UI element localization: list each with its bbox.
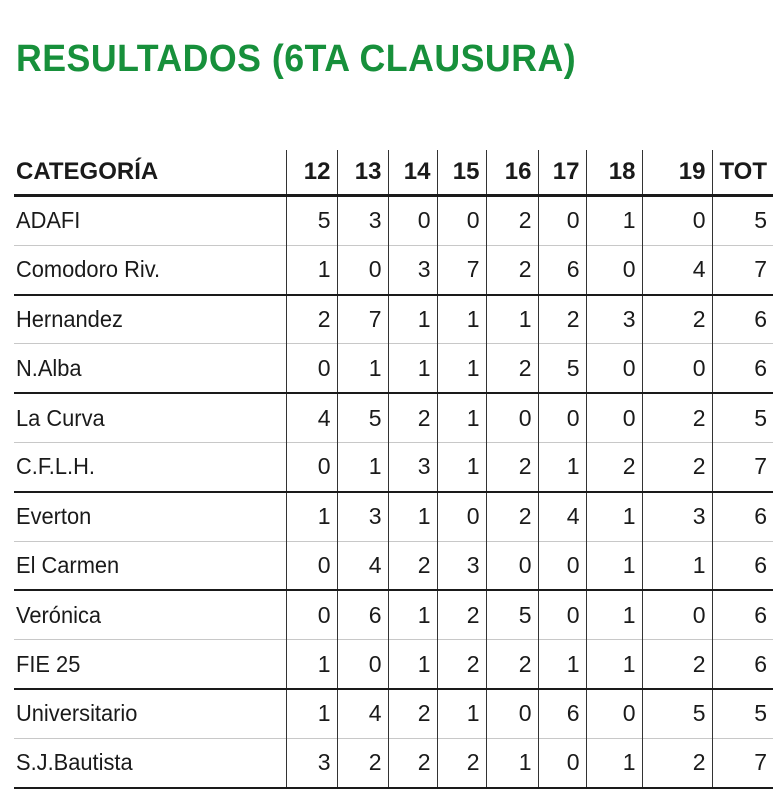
table-row — [14, 442, 773, 491]
score-cell-round-16: 2 — [486, 640, 538, 689]
table-row — [14, 590, 773, 639]
score-cell-round-14: 1 — [388, 344, 437, 393]
team-name-cell — [14, 442, 286, 491]
team-name: Universitario — [16, 700, 138, 727]
total-cell: 7 — [712, 442, 773, 491]
total-cell: 5 — [712, 196, 773, 246]
score-cell-round-15: 2 — [437, 738, 486, 787]
score-cell-round-12: 1 — [286, 640, 337, 689]
score-cell-round-16: 0 — [486, 393, 538, 442]
score-cell-round-13: 3 — [337, 492, 388, 541]
team-name: Comodoro Riv. — [16, 256, 161, 283]
score-cell-round-19: 4 — [642, 245, 712, 294]
score-cell-round-17: 2 — [538, 295, 586, 344]
score-cell-round-16: 2 — [486, 344, 538, 393]
score-cell-round-17: 1 — [538, 442, 586, 491]
header-round-17: 17 — [538, 150, 586, 196]
team-name-cell — [14, 492, 286, 541]
score-cell-round-12: 4 — [286, 393, 337, 442]
score-cell-round-19: 1 — [642, 541, 712, 590]
table-row — [14, 393, 773, 442]
score-cell-round-14: 2 — [388, 541, 437, 590]
team-name: C.F.L.H. — [16, 453, 95, 480]
score-cell-round-16: 1 — [486, 295, 538, 344]
score-cell-round-18: 0 — [586, 689, 642, 738]
score-cell-round-14: 0 — [388, 196, 437, 246]
results-table — [14, 150, 773, 789]
score-cell-round-15: 0 — [437, 492, 486, 541]
score-cell-round-17: 6 — [538, 689, 586, 738]
total-cell: 5 — [712, 689, 773, 738]
table-row — [14, 295, 773, 344]
total-cell: 7 — [712, 245, 773, 294]
team-name: Hernandez — [16, 305, 123, 332]
score-cell-round-12: 3 — [286, 738, 337, 787]
score-cell-round-12: 1 — [286, 689, 337, 738]
score-cell-round-12: 0 — [286, 590, 337, 639]
score-cell-round-13: 1 — [337, 442, 388, 491]
score-cell-round-19: 3 — [642, 492, 712, 541]
score-cell-round-13: 0 — [337, 640, 388, 689]
team-name-cell — [14, 393, 286, 442]
score-cell-round-13: 2 — [337, 738, 388, 787]
table-row — [14, 196, 773, 246]
team-name-cell — [14, 738, 286, 787]
score-cell-round-17: 0 — [538, 393, 586, 442]
score-cell-round-12: 1 — [286, 245, 337, 294]
score-cell-round-16: 0 — [486, 689, 538, 738]
team-name-cell — [14, 689, 286, 738]
total-cell: 6 — [712, 344, 773, 393]
score-cell-round-16: 5 — [486, 590, 538, 639]
score-cell-round-17: 1 — [538, 640, 586, 689]
score-cell-round-12: 0 — [286, 344, 337, 393]
score-cell-round-14: 1 — [388, 640, 437, 689]
score-cell-round-13: 6 — [337, 590, 388, 639]
score-cell-round-13: 7 — [337, 295, 388, 344]
score-cell-round-19: 0 — [642, 344, 712, 393]
team-name-cell — [14, 196, 286, 246]
header-row — [14, 150, 773, 196]
total-cell: 5 — [712, 393, 773, 442]
score-cell-round-19: 2 — [642, 640, 712, 689]
score-cell-round-15: 1 — [437, 393, 486, 442]
team-name: ADAFI — [16, 207, 81, 234]
team-name-cell — [14, 590, 286, 639]
score-cell-round-18: 1 — [586, 196, 642, 246]
score-cell-round-16: 2 — [486, 245, 538, 294]
score-cell-round-17: 4 — [538, 492, 586, 541]
score-cell-round-16: 2 — [486, 196, 538, 246]
score-cell-round-13: 4 — [337, 689, 388, 738]
team-name: S.J.Bautista — [16, 749, 133, 776]
score-cell-round-19: 0 — [642, 590, 712, 639]
score-cell-round-13: 1 — [337, 344, 388, 393]
score-cell-round-18: 1 — [586, 492, 642, 541]
score-cell-round-15: 3 — [437, 541, 486, 590]
total-cell: 6 — [712, 492, 773, 541]
score-cell-round-14: 3 — [388, 245, 437, 294]
score-cell-round-12: 5 — [286, 196, 337, 246]
score-cell-round-14: 2 — [388, 689, 437, 738]
header-round-15: 15 — [437, 150, 486, 196]
score-cell-round-18: 1 — [586, 541, 642, 590]
score-cell-round-19: 0 — [642, 196, 712, 246]
table-row — [14, 689, 773, 738]
team-name: Verónica — [16, 601, 102, 628]
header-round-16: 16 — [486, 150, 538, 196]
table-row — [14, 245, 773, 294]
header-categoria: CATEGORÍA — [14, 150, 286, 196]
total-cell: 6 — [712, 295, 773, 344]
score-cell-round-14: 2 — [388, 738, 437, 787]
score-cell-round-17: 0 — [538, 541, 586, 590]
table-row — [14, 492, 773, 541]
table-row — [14, 738, 773, 787]
team-name: Everton — [16, 503, 92, 530]
team-name: N.Alba — [16, 354, 82, 381]
score-cell-round-13: 5 — [337, 393, 388, 442]
header-round-14: 14 — [388, 150, 437, 196]
score-cell-round-12: 0 — [286, 541, 337, 590]
team-name: La Curva — [16, 404, 105, 431]
score-cell-round-15: 0 — [437, 196, 486, 246]
score-cell-round-17: 0 — [538, 590, 586, 639]
score-cell-round-13: 3 — [337, 196, 388, 246]
score-cell-round-19: 2 — [642, 393, 712, 442]
score-cell-round-14: 3 — [388, 442, 437, 491]
page-title: RESULTADOS (6TA CLAUSURA) — [16, 38, 577, 80]
total-cell: 7 — [712, 738, 773, 787]
score-cell-round-12: 0 — [286, 442, 337, 491]
score-cell-round-17: 5 — [538, 344, 586, 393]
score-cell-round-14: 2 — [388, 393, 437, 442]
score-cell-round-18: 0 — [586, 344, 642, 393]
score-cell-round-15: 1 — [437, 442, 486, 491]
score-cell-round-18: 1 — [586, 590, 642, 639]
table-row — [14, 344, 773, 393]
score-cell-round-14: 1 — [388, 295, 437, 344]
team-name: El Carmen — [16, 551, 120, 578]
score-cell-round-19: 2 — [642, 295, 712, 344]
score-cell-round-18: 1 — [586, 738, 642, 787]
team-name-cell — [14, 344, 286, 393]
score-cell-round-16: 0 — [486, 541, 538, 590]
score-cell-round-16: 2 — [486, 442, 538, 491]
score-cell-round-12: 2 — [286, 295, 337, 344]
total-cell: 6 — [712, 640, 773, 689]
table-row — [14, 640, 773, 689]
score-cell-round-15: 7 — [437, 245, 486, 294]
score-cell-round-12: 1 — [286, 492, 337, 541]
score-cell-round-14: 1 — [388, 492, 437, 541]
score-cell-round-16: 1 — [486, 738, 538, 787]
score-cell-round-15: 1 — [437, 344, 486, 393]
score-cell-round-19: 5 — [642, 689, 712, 738]
score-cell-round-16: 2 — [486, 492, 538, 541]
table-row — [14, 541, 773, 590]
header-total: TOT — [712, 150, 773, 196]
header-round-13: 13 — [337, 150, 388, 196]
score-cell-round-17: 0 — [538, 196, 586, 246]
team-name: FIE 25 — [16, 650, 81, 677]
total-cell: 6 — [712, 541, 773, 590]
team-name-cell — [14, 245, 286, 294]
score-cell-round-18: 0 — [586, 245, 642, 294]
score-cell-round-15: 1 — [437, 689, 486, 738]
score-cell-round-15: 2 — [437, 640, 486, 689]
results-body — [14, 196, 773, 788]
score-cell-round-17: 6 — [538, 245, 586, 294]
score-cell-round-13: 0 — [337, 245, 388, 294]
score-cell-round-13: 4 — [337, 541, 388, 590]
score-cell-round-18: 1 — [586, 640, 642, 689]
header-round-12: 12 — [286, 150, 337, 196]
score-cell-round-14: 1 — [388, 590, 437, 639]
header-round-19: 19 — [642, 150, 712, 196]
score-cell-round-19: 2 — [642, 442, 712, 491]
score-cell-round-15: 2 — [437, 590, 486, 639]
team-name-cell — [14, 640, 286, 689]
score-cell-round-18: 0 — [586, 393, 642, 442]
header-round-18: 18 — [586, 150, 642, 196]
score-cell-round-17: 0 — [538, 738, 586, 787]
total-cell: 6 — [712, 590, 773, 639]
score-cell-round-15: 1 — [437, 295, 486, 344]
score-cell-round-18: 3 — [586, 295, 642, 344]
score-cell-round-18: 2 — [586, 442, 642, 491]
team-name-cell — [14, 295, 286, 344]
score-cell-round-19: 2 — [642, 738, 712, 787]
team-name-cell — [14, 541, 286, 590]
